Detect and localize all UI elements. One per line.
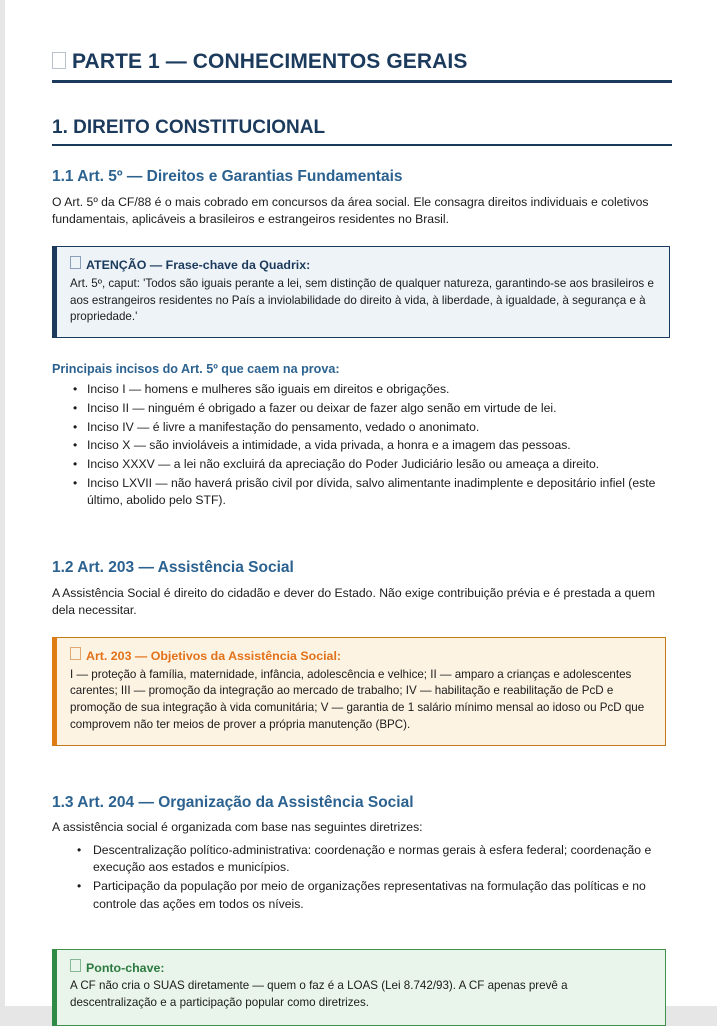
section-paragraph-1-1: O Art. 5º da CF/88 é o mais cobrado em concursos da área social. Ele consagra direitos individuais e coletivos fundamentais, aplicáveis a brasileiros e estrangeiros residentes no Brasil. — [52, 194, 649, 226]
document-page — [5, 0, 717, 1009]
list-item: • Inciso XXXV — a lei não excluirá da apreciação do Poder Judiciário lesão ou ameaça a direito. — [52, 456, 672, 474]
section-heading-1-1: 1.1 Art. 5º — Direitos e Garantias Fundamentais — [52, 167, 403, 185]
section-paragraph-1-2: A Assistência Social é direito do cidadão e dever do Estado. Não exige contribuição prévia e é prestada a quem dela necessitar. — [52, 585, 655, 617]
incisos-list — [52, 381, 672, 510]
section-spacer — [52, 746, 672, 772]
callout-ponto-chave — [52, 949, 666, 1026]
callout-objetivos-title-text: Art. 203 — Objetivos da Assistência Social: — [86, 649, 342, 664]
missing-glyph-icon — [52, 52, 66, 69]
list-item: • Inciso LXVII — não haverá prisão civil por dívida, salvo alimentante inadimplente e depositário infiel (este último, abolido pelo STF). — [52, 475, 672, 510]
callout-objetivos — [52, 637, 666, 746]
callout-objetivos-body: I — proteção à família, maternidade, infância, adolescência e velhice; II — amparo a crianças e adolescentes carentes; III — promoção da integração ao mercado de trabalho; IV — habilitação e reabilitação de PcD e promoção de sua integração à vida comunitária; V — garantia de 1 salário mínimo mensal ao idoso ou PcD que comprovem não ter meios de prover a própria manutenção (BPC). — [70, 667, 645, 732]
callout-objetivos-title — [70, 647, 653, 665]
callout-atencao — [52, 246, 670, 338]
section-heading-1-2: 1.2 Art. 203 — Assistência Social — [52, 558, 294, 576]
document-content — [52, 0, 672, 1026]
list-item: • Inciso II — ninguém é obrigado a fazer ou deixar de fazer algo senão em virtude de lei. — [52, 400, 672, 418]
missing-glyph-icon — [70, 647, 81, 660]
missing-glyph-icon — [70, 256, 81, 269]
callout-ponto-chave-body: A CF não cria o SUAS diretamente — quem o faz é a LOAS (Lei 8.742/93). A CF apenas prevê a descentralização e a participação popular como diretrizes. — [70, 979, 568, 1009]
list-item: • Participação da população por meio de organizações representativas na formulação das políticas e no controle das ações em todos os níveis. — [52, 878, 672, 913]
chapter-title: 1. DIREITO CONSTITUCIONAL — [52, 83, 672, 146]
list-item: • Inciso X — são invioláveis a intimidade, a vida privada, a honra e a imagem das pessoas. — [52, 437, 672, 455]
list-item: • Inciso IV — é livre a manifestação do pensamento, vedado o anonimato. — [52, 419, 672, 437]
callout-atencao-title — [70, 256, 657, 274]
section-spacer — [52, 915, 672, 931]
callout-ponto-chave-title-text: Ponto-chave: — [86, 960, 165, 975]
missing-glyph-icon — [70, 959, 81, 972]
incisos-list-label: Principais incisos do Art. 5º que caem na prova: — [52, 362, 340, 377]
part-title-text: PARTE 1 — CONHECIMENTOS GERAIS — [72, 50, 468, 73]
list-item: • Inciso I — homens e mulheres são iguais em direitos e obrigações. — [52, 381, 672, 399]
section-spacer — [52, 511, 672, 537]
diretrizes-list — [52, 842, 672, 914]
callout-atencao-body: Art. 5º, caput: 'Todos são iguais perante a lei, sem distinção de qualquer natureza, garantindo-se aos brasileiros e aos estrangeiros residentes no País a inviolabilidade do direito à vida, à liberdade, à igualdade, à segurança e à propriedade.' — [70, 276, 654, 324]
section-paragraph-1-3: A assistência social é organizada com base nas seguintes diretrizes: — [52, 820, 423, 835]
section-heading-1-3: 1.3 Art. 204 — Organização da Assistência Social — [52, 793, 414, 811]
callout-ponto-chave-title — [70, 959, 653, 977]
list-item: • Descentralização político-administrativa: coordenação e normas gerais à esfera federal; coordenação e execução aos estados e municípios. — [52, 842, 672, 877]
part-title — [52, 0, 672, 83]
callout-atencao-title-text: ATENÇÃO — Frase-chave da Quadrix: — [86, 258, 311, 273]
